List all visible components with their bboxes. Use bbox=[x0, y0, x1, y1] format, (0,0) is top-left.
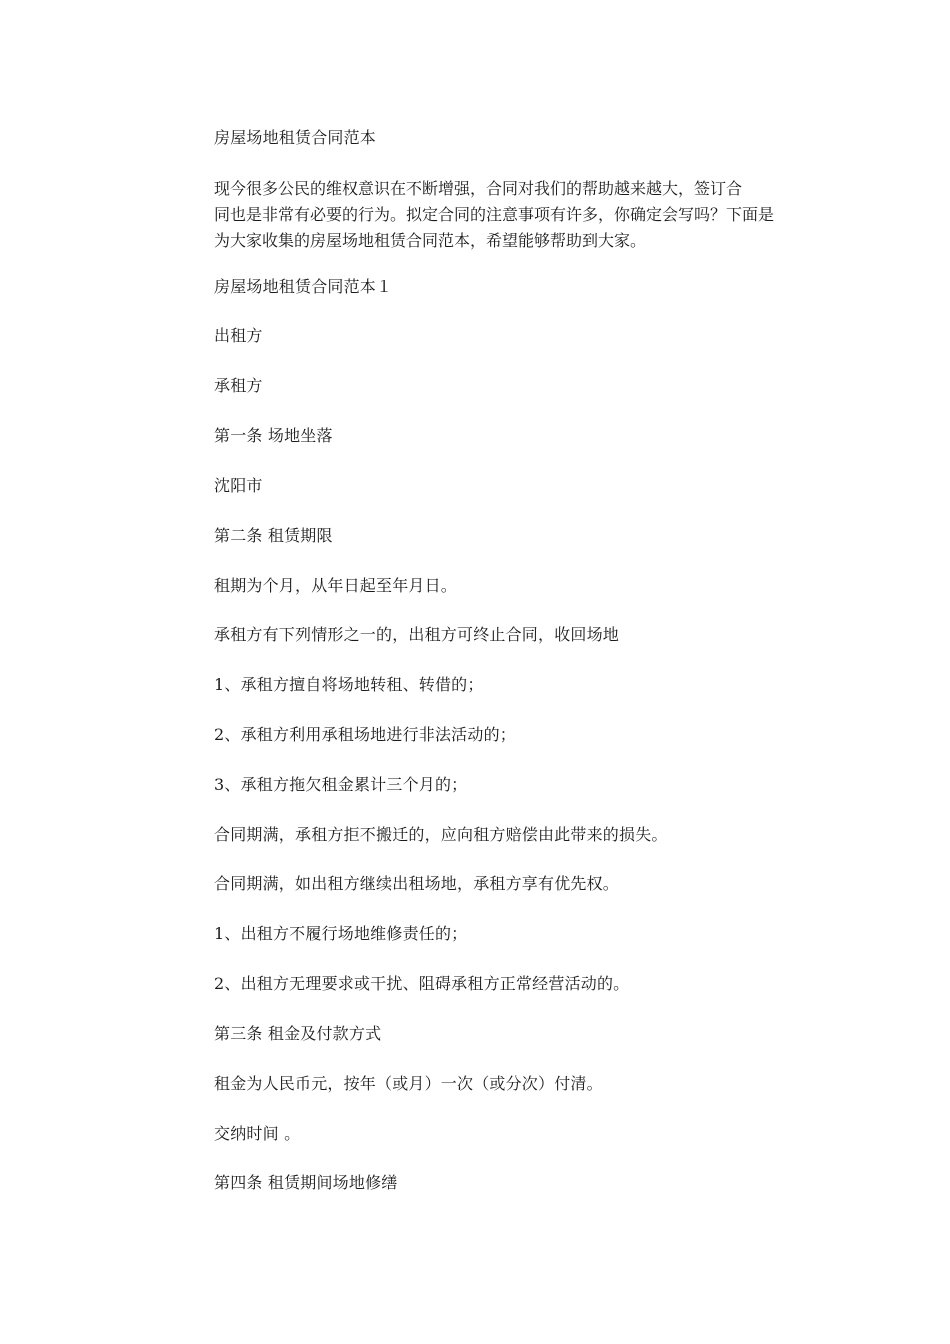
paragraph: 合同期满，承租方拒不搬迁的，应向租方赔偿由此带来的损失。 bbox=[214, 825, 668, 844]
paragraph: 承租方有下列情形之一的，出租方可终止合同，收回场地 bbox=[214, 625, 620, 644]
intro-line: 为大家收集的房屋场地租赁合同范本，希望能够帮助到大家。 bbox=[214, 231, 647, 250]
paragraph: 交纳时间 。 bbox=[214, 1124, 301, 1143]
article-heading: 第四条 租赁期间场地修缮 bbox=[214, 1173, 398, 1192]
intro-line: 同也是非常有必要的行为。拟定合同的注意事项有许多，你确定会写吗？下面是 bbox=[214, 205, 775, 224]
article-heading: 第三条 租金及付款方式 bbox=[214, 1024, 382, 1043]
list-item: 2、承租方利用承租场地进行非法活动的； bbox=[214, 725, 516, 744]
list-item: 1、出租方不履行场地维修责任的； bbox=[214, 924, 468, 943]
intro-line: 现今很多公民的维权意识在不断增强，合同对我们的帮助越来越大，签订合 bbox=[214, 179, 743, 198]
article-heading: 第一条 场地坐落 bbox=[214, 426, 333, 445]
article-heading: 第二条 租赁期限 bbox=[214, 526, 333, 545]
paragraph: 租金为人民币元，按年（或月）一次（或分次）付清。 bbox=[214, 1074, 603, 1093]
paragraph: 出租方 bbox=[214, 326, 263, 345]
list-item: 2、出租方无理要求或干扰、阻碍承租方正常经营活动的。 bbox=[214, 974, 630, 993]
paragraph: 承租方 bbox=[214, 376, 263, 395]
document-title: 房屋场地租赁合同范本 bbox=[214, 128, 377, 147]
intro-paragraph bbox=[214, 176, 774, 254]
paragraph: 租期为个月，从年日起至年月日。 bbox=[214, 576, 458, 595]
paragraph: 沈阳市 bbox=[214, 476, 263, 495]
paragraph: 合同期满，如出租方继续出租场地，承租方享有优先权。 bbox=[214, 874, 620, 893]
section-heading: 房屋场地租赁合同范本１ bbox=[214, 277, 393, 296]
list-item: 1、承租方擅自将场地转租、转借的； bbox=[214, 675, 484, 694]
list-item: 3、承租方拖欠租金累计三个月的； bbox=[214, 775, 468, 794]
